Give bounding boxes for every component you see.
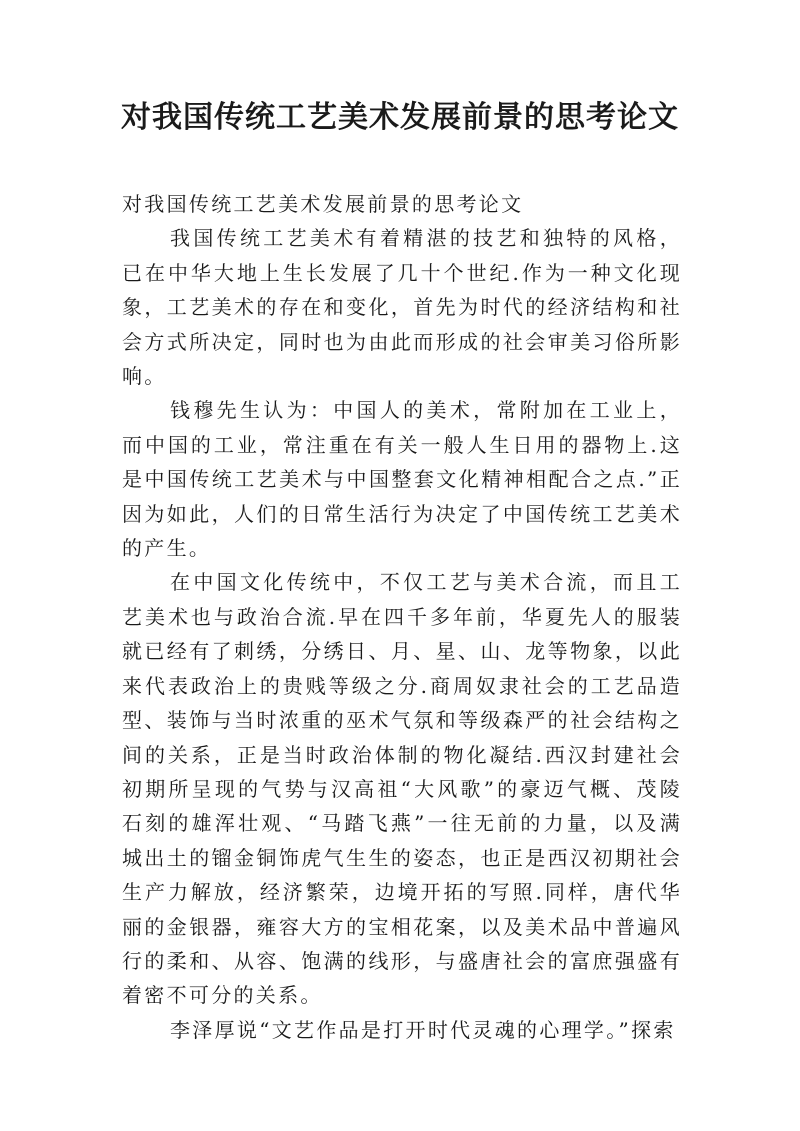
document-body — [122, 187, 682, 1047]
paragraph-1: 我国传统工艺美术有着精湛的技艺和独特的风格，已在中华大地上生长发展了几十个世纪.作为一种文化现象，工艺美术的存在和变化，首先为时代的经济结构和社会方式所决定，同时也为由此而形成的社会审美习俗所影响。 — [122, 226, 682, 389]
paragraph-3: 在中国文化传统中，不仅工艺与美术合流，而且工艺美术也与政治合流.早在四千多年前，华夏先人的服装就已经有了刺绣，分绣日、月、星、山、龙等物象，以此来代表政治上的贵贱等级之分.商周奴隶社会的工艺品造型、装饰与当时浓重的巫术气氛和等级森严的社会结构之间的关系，正是当时政治体制的物化凝结.西汉封建社会初期所呈现的气势与汉高祖“大风歌”的豪迈气概、茂陵石刻的雄浑壮观、“马踏飞燕”一往无前的力量，以及满城出土的镏金铜饰虎气生生的姿态，也正是西汉初期社会生产力解放，经济繁荣，边境开拓的写照.同样，唐代华丽的金银器，雍容大方的宝相花案，以及美术品中普遍风行的柔和、从容、饱满的线形，与盛唐社会的富庶强盛有着密不可分的关系。 — [122, 570, 682, 1008]
paragraph-4: 李泽厚说“文艺作品是打开时代灵魂的心理学。”探索 — [170, 1017, 676, 1042]
document-title: 对我国传统工艺美术发展前景的思考论文 — [121, 100, 679, 135]
document-subtitle: 对我国传统工艺美术发展前景的思考论文 — [122, 192, 524, 216]
paragraph-2: 钱穆先生认为：中国人的美术，常附加在工业上，而中国的工业，常注重在有关一般人生日用的器物上.这是中国传统工艺美术与中国整套文化精神相配合之点.”正因为如此，人们的日常生活行为决定了中国传统工艺美术的产生。 — [122, 398, 682, 561]
